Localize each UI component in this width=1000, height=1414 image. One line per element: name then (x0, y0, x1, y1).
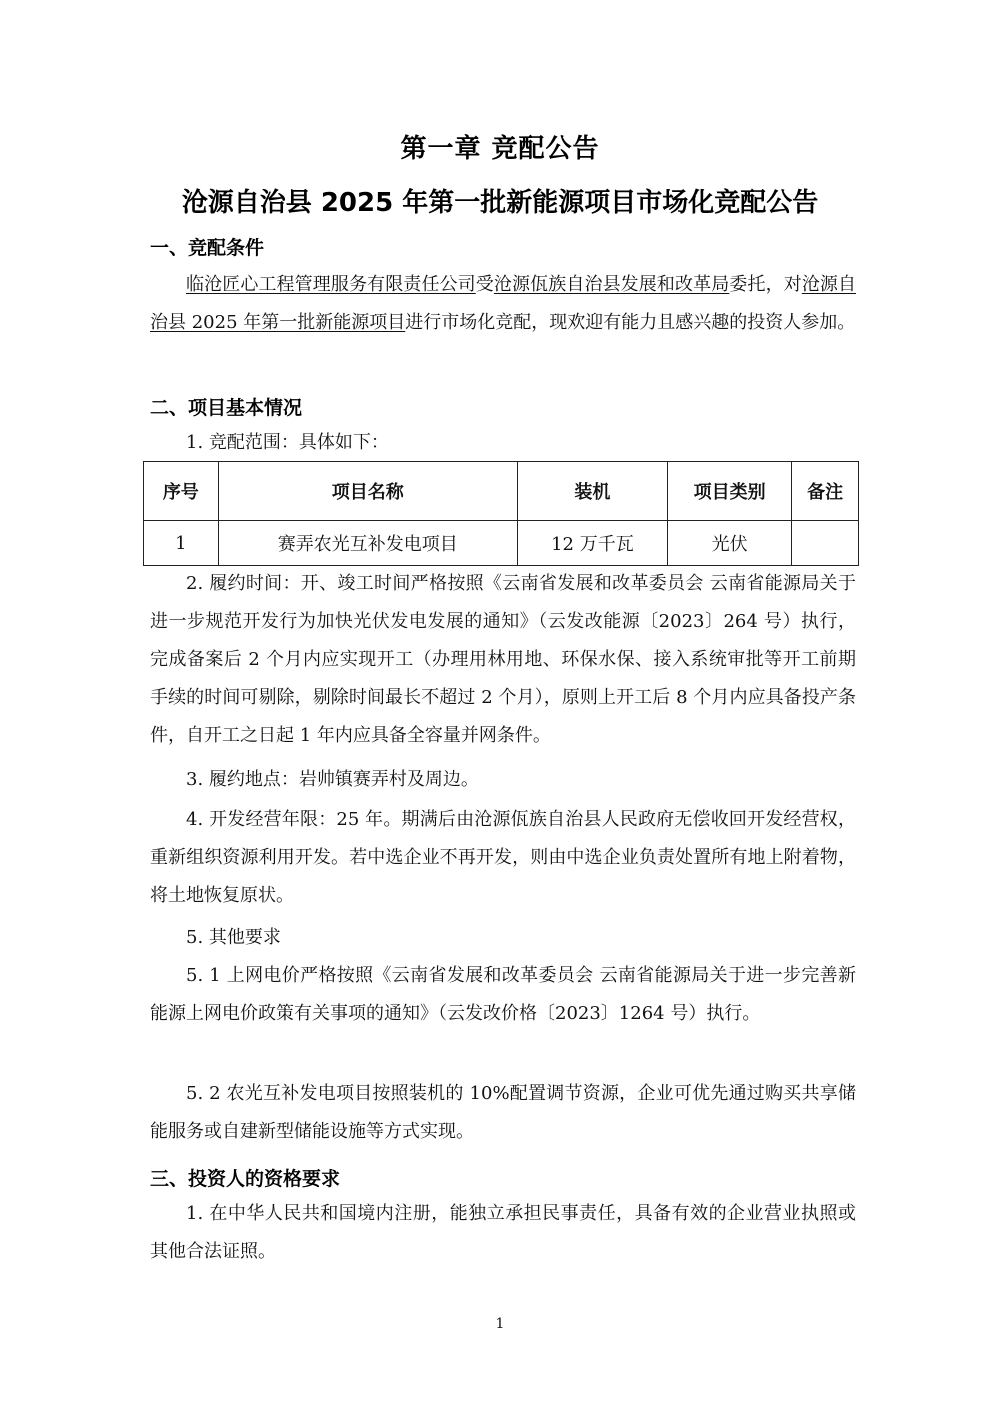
table-header-cell: 序号 (144, 462, 219, 521)
section-heading-basic-info: 二、项目基本情况 (150, 397, 303, 419)
paragraph-term: 4. 开发经营年限：25 年。期满后由沧源佤族自治县人民政府无偿收回开发经营权，重新组织资源利用开发。若中选企业不再开发，则由中选企业负责处置所有地上附着物，将土地恢复原状。 (150, 809, 856, 906)
paragraph-grid-price: 5. 1 上网电价严格按照《云南省发展和改革委员会 云南省能源局关于进一步完善新能源上网电价政策有关事项的通知》（云发改价格〔2023〕1264 号）执行。 (150, 965, 856, 1024)
paragraph-schedule: 2. 履约时间：开、竣工时间严格按照《云南省发展和改革委员会 云南省能源局关于进一步规范开发行为加快光伏发电发展的通知》（云发改能源〔2023〕264 号）执行，完成备案后 2 个月内应实现开工（办理用林用地、环保水保、接入系统审批等开工前期手续的时间可剔除，剔除时间最长不超过 2 个月），原则上开工后 8 个月内应具备投产条件，自开工之日起 1 年内应具备全容量并网条件。 (150, 573, 856, 746)
table-header-cell: 备注 (792, 462, 859, 521)
chapter-heading: 第一章 竞配公告 (400, 134, 600, 164)
paragraph-qualification-1: 1. 在中华人民共和国境内注册，能独立承担民事责任，具备有效的企业营业执照或其他合法证照。 (150, 1203, 856, 1262)
table-cell: 光伏 (667, 521, 791, 566)
project-name: 沧源自治县 2025 年第一批新能源项目 (150, 274, 857, 333)
paragraph-storage: 5. 2 农光互补发电项目按照装机的 10%配置调节资源，企业可优先通过购买共享储能服务或自建新型储能设施等方式实现。 (150, 1083, 856, 1142)
section-heading-qualifications: 三、投资人的资格要求 (150, 1168, 341, 1190)
table-cell: 赛弄农光互补发电项目 (218, 521, 517, 566)
project-table (143, 461, 859, 566)
table-header-cell: 项目类别 (667, 462, 791, 521)
table-cell: 12 万千瓦 (517, 521, 667, 566)
notice-title: 沧源自治县 2025 年第一批新能源项目市场化竞配公告 (181, 188, 819, 218)
table-header-row (144, 462, 859, 521)
paragraph-conditions (150, 266, 856, 342)
table-header-cell: 装机 (517, 462, 667, 521)
table-cell (792, 521, 859, 566)
paragraph-location: 3. 履约地点：岩帅镇赛弄村及周边。 (186, 769, 479, 790)
table-row (144, 521, 859, 566)
page-number: 1 (495, 1316, 505, 1332)
paragraph-scope: 1. 竞配范围：具体如下： (186, 432, 389, 453)
text-fragment: 受 (475, 274, 494, 295)
table-cell: 1 (144, 521, 219, 566)
text-fragment: 委托，对 (729, 274, 802, 295)
agent-name: 临沧匠心工程管理服务有限责任公司 (186, 274, 476, 295)
section-heading-conditions: 一、竞配条件 (150, 237, 265, 259)
table-header-cell: 项目名称 (218, 462, 517, 521)
paragraph-other-requirements: 5. 其他要求 (186, 927, 281, 948)
client-name: 沧源佤族自治县发展和改革局 (493, 274, 730, 295)
text-fragment: 进行市场化竞配，现欢迎有能力且感兴趣的投资人参加。 (405, 312, 856, 333)
